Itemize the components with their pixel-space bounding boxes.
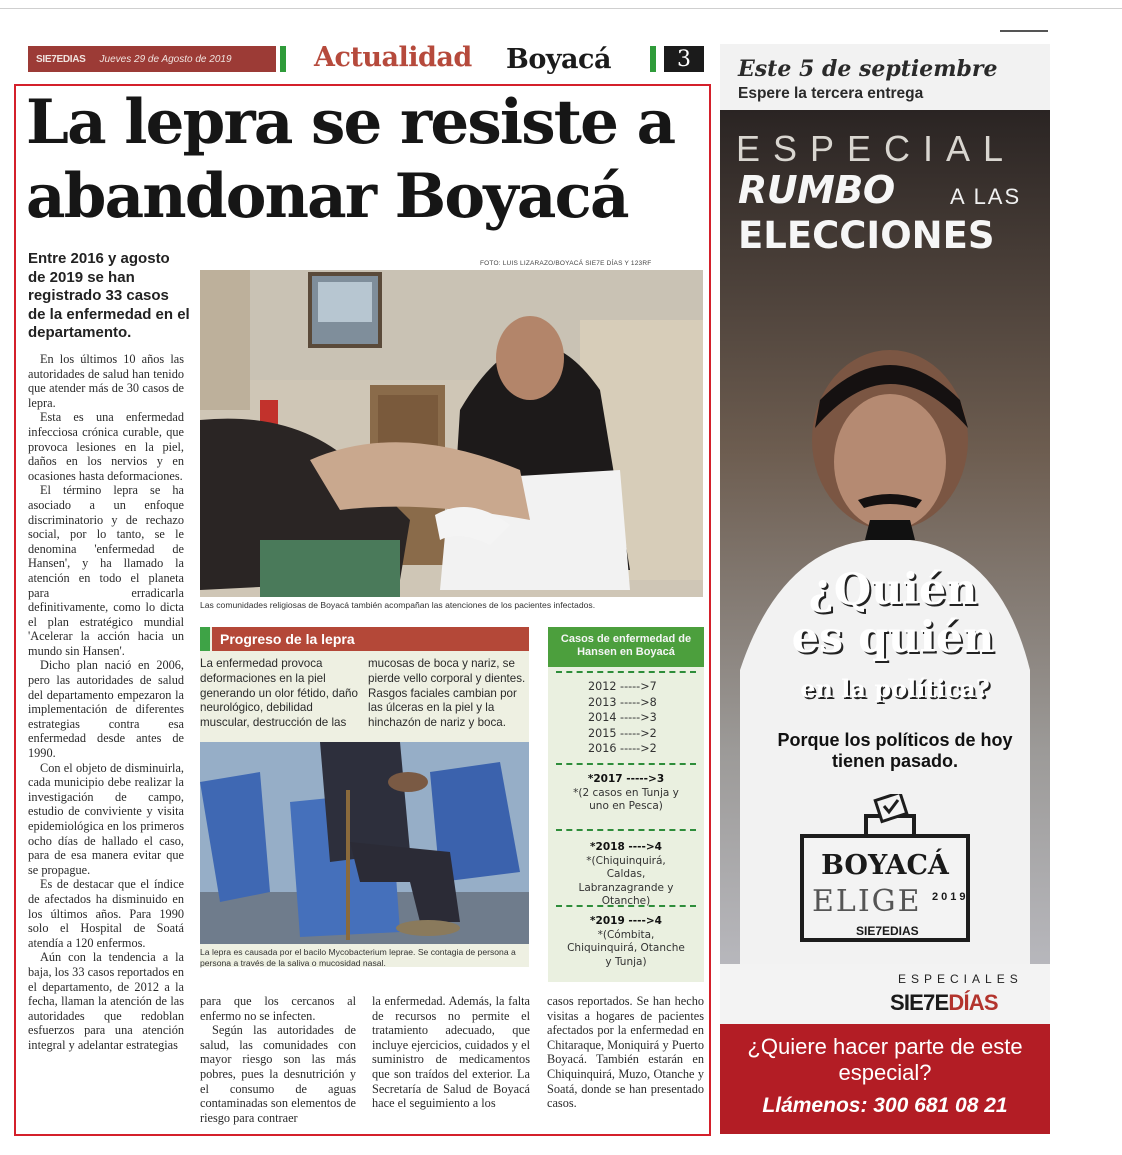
photo-illustration [200,742,529,944]
cases-separator [556,763,696,765]
ad-question [758,566,1028,662]
patient-waiting-photo [200,742,529,944]
article-column-1 [28,352,184,1053]
logo-brand: SIE7EDIAS [856,924,919,938]
cases-box-title: Casos de enfermedad de Hansen en Boyacá [548,627,704,667]
paragraph: Según las autoridades de salud, las comunidades con mayor riesgo son las más pobres, pues la desnutrición y el consumo de aguas contaminadas son elementos de riesgo para contraer [200,1023,356,1125]
page-header [28,44,705,76]
header-brand: SIE7EDIAS [36,53,86,65]
cases-note-head: *2018 ---->4 [590,841,662,853]
advertisement [720,44,1050,1134]
paragraph: la enfermedad. Además, la falta de recursos no permite el tratamiento adecuado, que incluye ejercicios, cuidados y el suministro de medicamentos que son traídos del exterior. La Secretaría de Salud de Boyacá hace el seguimiento a los [372,994,530,1111]
cases-note-head: *2019 ---->4 [590,915,662,927]
ad-phone: Llámenos: 300 681 08 21 [762,1094,1008,1117]
photo-2-caption: La lepra es causada por el bacilo Mycobacterium leprae. Se contagia de persona a persona a través de la saliva o mucosidad nasal. [200,947,516,968]
paragraph: para que los cercanos al enfermo no se infecten. [200,994,356,1023]
ad-brand-black: SIE7E [890,990,949,1015]
logo-year: 2019 [932,891,969,903]
cases-year-list [588,679,657,757]
ad-question-line: ¿Quién [808,565,978,615]
article-lead: Entre 2016 y agosto de 2019 se han registrado 33 casos de la enfermedad en el departamento. [28,250,190,341]
header-brand-strip [28,46,276,72]
ad-date-line: Este 5 de septiembre [738,56,998,82]
cases-note-text: *(Chiquinquirá, Caldas, Labranzagrande y Otanche) [578,854,674,907]
cases-year-row: 2015 ----->2 [588,726,657,740]
header-green-bar-right [650,46,656,72]
photo-illustration [200,270,703,597]
progress-box-title: Progreso de la lepra [212,627,529,651]
header-green-bar [280,46,286,72]
cases-note-head: *2017 ----->3 [587,773,665,785]
progress-box-text-right: mucosas de boca y nariz, se pierde vello corporal y dientes. Rasgos faciales cambian por las úlceras en la piel y la hinchazón de nariz y boca. [368,657,526,730]
photo-1-caption: Las comunidades religiosas de Boyacá también acompañan las atenciones de los pacientes infectados. [200,600,596,610]
cases-note-2019 [548,915,704,969]
cases-year-row: 2016 ----->2 [588,742,657,755]
cases-note-2018 [548,841,704,909]
cases-year-row: 2012 ----->7 [588,680,657,693]
article-column-2 [200,994,356,1125]
headline-line-2: abandonar Boyacá [26,161,628,232]
paragraph: Esta es una enfermedad infecciosa crónica curable, que provoca lesiones en la piel, daños en los nervios y en ocasiones hasta deformaciones. [28,410,184,483]
cases-year-row: 2013 ----->8 [588,695,657,709]
paragraph: Es de destacar que el índice de afectados ha disminuido en los últimos años. Para 1990 solo el Hospital de Soatá atendía a 120 enfermos. [28,877,184,950]
cases-note-text: *(Cómbita, Chiquinquirá, Otanche y Tunja) [567,928,685,968]
ad-question-line-3: en la política? [800,674,990,703]
ad-call-question: ¿Quiere hacer parte de este especial? [747,1034,1023,1085]
header-region: Boyacá [506,44,611,75]
page-corner-mark [1000,30,1048,32]
cases-separator [556,829,696,831]
ad-brand-logo [890,990,998,1016]
paragraph: En los últimos 10 años las autoridades de salud han tenido que atender más de 30 casos de lepra. [28,352,184,410]
article-headline [26,86,706,234]
header-date: Jueves 29 de Agosto de 2019 [99,53,232,65]
cases-year-row: 2014 ----->3 [588,711,657,724]
paragraph: El término lepra se ha asociado a un enfoque discriminatorio y de rechazo social, por lo tanto, se le denomina 'enfermedad de Hansen', y ha llamado la atención en todo el planeta para erradicarla definitivamente, como lo dicta el plan estratégico mundial 'Acelerar la acción hacia un mundo sin Hansen'. [28,483,184,658]
ad-elecciones: ELECCIONES [738,214,995,257]
cases-note-text: *(2 casos en Tunja y uno en Pesca) [573,786,679,812]
ad-subline: Espere la tercera entrega [738,85,924,102]
progress-box-text-left: La enfermedad provoca deformaciones en la piel generando un olor fétido, daño neurológico, debilidad muscular, destrucción de las [200,657,358,730]
photo-credit: FOTO: LUIS LIZARAZO/BOYACÁ SIE7E DÍAS Y 123RF [480,260,652,267]
cases-note-2017 [548,773,704,814]
paragraph: Con el objeto de disminuirla, cada municipio debe realizar la investigación de campo, estudio de conviviente y visita epidemiológica en los primeros ocho días de hallado el caso, para de esa manera evitar que se propague. [28,760,184,877]
paragraph: casos reportados. Se han hecho visitas a hogares de pacientes afectados por la enfermedad en Chitaraque, Moniquirá y Puerto Boyacá. También estarán en Chiquinquirá, Muzo, Otanche y Soatá, donde se han presentado casos. [547,994,704,1111]
page-top-rule [0,8,1122,9]
paragraph: Dicho plan nació en 2006, pero las autoridades de salud del departamento empezaron la implementación de diferentes estrategias contra esa enfermedad desde antes de 1990. [28,658,184,761]
ad-subtitle: Porque los políticos de hoy tienen pasado. [777,730,1013,771]
page-number: 3 [664,46,704,72]
logo-boyaca: BOYACÁ [821,850,949,881]
article-column-4 [547,994,704,1111]
cases-separator [556,671,696,673]
progress-box-accent [200,627,210,651]
cases-box [548,627,704,982]
header-section: Actualidad [314,42,472,73]
logo-elige: ELIGE [812,884,922,919]
ad-especial: ESPECIAL [736,128,1017,169]
cases-separator [556,905,696,907]
nun-treating-patient-photo [200,270,703,597]
ad-especiales: ESPECIALES [898,972,1023,986]
ad-question-line: es quién [791,613,995,663]
paragraph: Aún con la tendencia a la baja, los 33 casos reportados en el departamento, de 2012 a la fecha, llaman la atención de las autoridades que redoblan esfuerzos para una atención integral y adelantar estrategias [28,950,184,1052]
ad-rumbo: RUMBO [738,168,895,212]
article-column-3 [372,994,530,1111]
ad-brand-red: DÍAS [948,990,998,1015]
ad-a-las: A LAS [950,184,1022,209]
headline-line-1: La lepra se resiste a [26,87,675,158]
